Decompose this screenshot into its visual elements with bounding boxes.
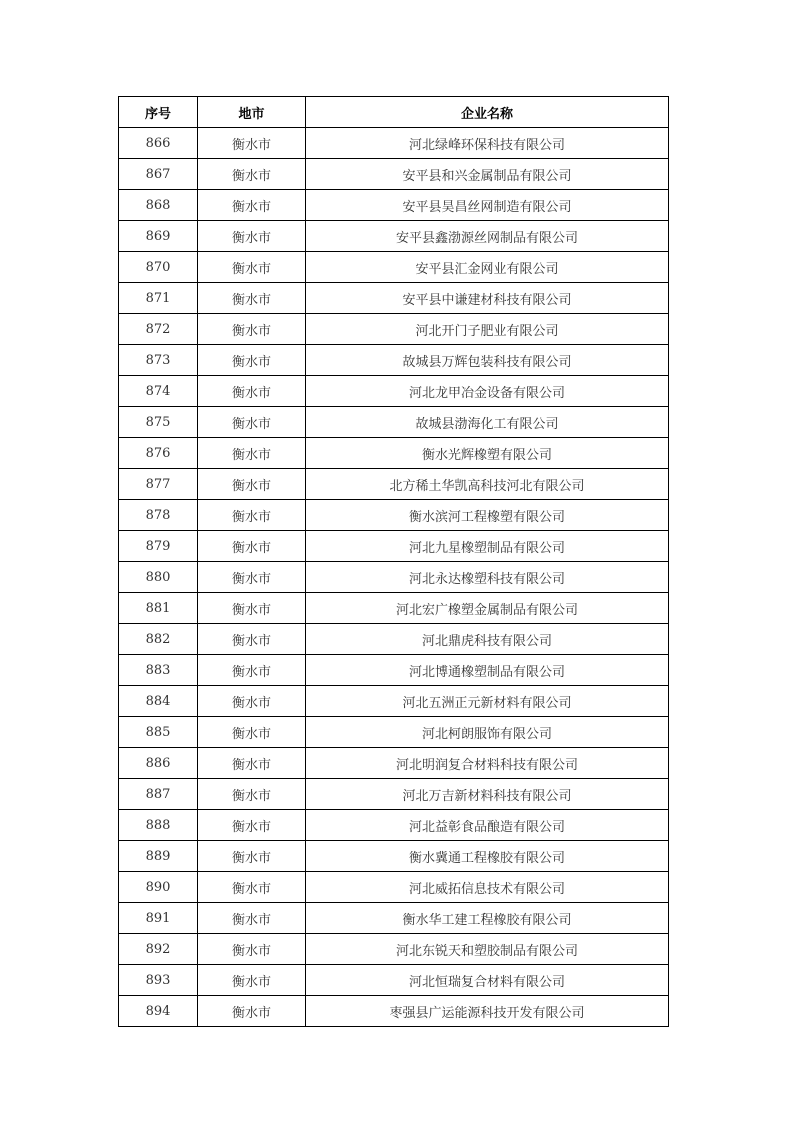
serial-number-cell: 878 xyxy=(119,500,198,531)
company-name-cell: 衡水冀通工程橡胶有限公司 xyxy=(306,841,669,872)
company-name-cell: 河北龙甲冶金设备有限公司 xyxy=(306,376,669,407)
serial-number-cell: 893 xyxy=(119,965,198,996)
serial-number-cell: 872 xyxy=(119,314,198,345)
company-name-cell: 故城县渤海化工有限公司 xyxy=(306,407,669,438)
serial-number-cell: 868 xyxy=(119,190,198,221)
enterprise-table xyxy=(118,96,669,1027)
table-row xyxy=(119,872,669,903)
table-row xyxy=(119,438,669,469)
header-serial-number: 序号 xyxy=(119,97,198,128)
serial-number-cell: 873 xyxy=(119,345,198,376)
table-row xyxy=(119,376,669,407)
city-cell: 衡水市 xyxy=(198,345,306,376)
table-row xyxy=(119,159,669,190)
city-cell: 衡水市 xyxy=(198,500,306,531)
serial-number-cell: 894 xyxy=(119,996,198,1027)
table-row xyxy=(119,624,669,655)
city-cell: 衡水市 xyxy=(198,469,306,500)
serial-number-cell: 892 xyxy=(119,934,198,965)
table-row xyxy=(119,469,669,500)
table-row xyxy=(119,128,669,159)
table-row xyxy=(119,314,669,345)
city-cell: 衡水市 xyxy=(198,314,306,345)
serial-number-cell: 866 xyxy=(119,128,198,159)
table-row xyxy=(119,283,669,314)
table-row xyxy=(119,996,669,1027)
table-row xyxy=(119,655,669,686)
table-row xyxy=(119,934,669,965)
city-cell: 衡水市 xyxy=(198,407,306,438)
city-cell: 衡水市 xyxy=(198,376,306,407)
serial-number-cell: 886 xyxy=(119,748,198,779)
serial-number-cell: 887 xyxy=(119,779,198,810)
serial-number-cell: 890 xyxy=(119,872,198,903)
serial-number-cell: 876 xyxy=(119,438,198,469)
city-cell: 衡水市 xyxy=(198,531,306,562)
serial-number-cell: 877 xyxy=(119,469,198,500)
serial-number-cell: 888 xyxy=(119,810,198,841)
company-name-cell: 河北威拓信息技术有限公司 xyxy=(306,872,669,903)
header-city: 地市 xyxy=(198,97,306,128)
company-name-cell: 河北五洲正元新材料有限公司 xyxy=(306,686,669,717)
city-cell: 衡水市 xyxy=(198,624,306,655)
table-header-row xyxy=(119,97,669,128)
serial-number-cell: 869 xyxy=(119,221,198,252)
city-cell: 衡水市 xyxy=(198,996,306,1027)
table-row xyxy=(119,593,669,624)
serial-number-cell: 874 xyxy=(119,376,198,407)
city-cell: 衡水市 xyxy=(198,562,306,593)
serial-number-cell: 875 xyxy=(119,407,198,438)
city-cell: 衡水市 xyxy=(198,934,306,965)
city-cell: 衡水市 xyxy=(198,810,306,841)
city-cell: 衡水市 xyxy=(198,965,306,996)
table-row xyxy=(119,779,669,810)
serial-number-cell: 867 xyxy=(119,159,198,190)
company-name-cell: 北方稀土华凯高科技河北有限公司 xyxy=(306,469,669,500)
city-cell: 衡水市 xyxy=(198,190,306,221)
company-name-cell: 安平县中谦建材科技有限公司 xyxy=(306,283,669,314)
city-cell: 衡水市 xyxy=(198,748,306,779)
table-row xyxy=(119,810,669,841)
serial-number-cell: 880 xyxy=(119,562,198,593)
company-name-cell: 河北九星橡塑制品有限公司 xyxy=(306,531,669,562)
serial-number-cell: 891 xyxy=(119,903,198,934)
city-cell: 衡水市 xyxy=(198,438,306,469)
table-row xyxy=(119,717,669,748)
serial-number-cell: 885 xyxy=(119,717,198,748)
company-name-cell: 河北博通橡塑制品有限公司 xyxy=(306,655,669,686)
company-name-cell: 衡水滨河工程橡塑有限公司 xyxy=(306,500,669,531)
serial-number-cell: 882 xyxy=(119,624,198,655)
serial-number-cell: 889 xyxy=(119,841,198,872)
company-name-cell: 河北益彰食品酿造有限公司 xyxy=(306,810,669,841)
serial-number-cell: 884 xyxy=(119,686,198,717)
city-cell: 衡水市 xyxy=(198,593,306,624)
company-name-cell: 河北万吉新材料科技有限公司 xyxy=(306,779,669,810)
city-cell: 衡水市 xyxy=(198,221,306,252)
table-row xyxy=(119,841,669,872)
company-name-cell: 河北永达橡塑科技有限公司 xyxy=(306,562,669,593)
company-name-cell: 河北柯朗服饰有限公司 xyxy=(306,717,669,748)
header-company-name: 企业名称 xyxy=(306,97,669,128)
table-row xyxy=(119,965,669,996)
serial-number-cell: 870 xyxy=(119,252,198,283)
company-name-cell: 故城县万辉包装科技有限公司 xyxy=(306,345,669,376)
company-name-cell: 衡水光辉橡塑有限公司 xyxy=(306,438,669,469)
company-name-cell: 衡水华工建工程橡胶有限公司 xyxy=(306,903,669,934)
company-name-cell: 安平县和兴金属制品有限公司 xyxy=(306,159,669,190)
company-name-cell: 河北恒瑞复合材料有限公司 xyxy=(306,965,669,996)
company-name-cell: 安平县昊昌丝网制造有限公司 xyxy=(306,190,669,221)
table-row xyxy=(119,686,669,717)
city-cell: 衡水市 xyxy=(198,655,306,686)
city-cell: 衡水市 xyxy=(198,717,306,748)
table-row xyxy=(119,407,669,438)
company-name-cell: 河北绿峰环保科技有限公司 xyxy=(306,128,669,159)
city-cell: 衡水市 xyxy=(198,159,306,190)
table-row xyxy=(119,903,669,934)
company-name-cell: 安平县鑫渤源丝网制品有限公司 xyxy=(306,221,669,252)
company-name-cell: 河北明润复合材料科技有限公司 xyxy=(306,748,669,779)
company-name-cell: 河北东锐天和塑胶制品有限公司 xyxy=(306,934,669,965)
table-row xyxy=(119,500,669,531)
city-cell: 衡水市 xyxy=(198,128,306,159)
city-cell: 衡水市 xyxy=(198,283,306,314)
table-row xyxy=(119,562,669,593)
table-row xyxy=(119,221,669,252)
table-row xyxy=(119,345,669,376)
company-name-cell: 河北宏广橡塑金属制品有限公司 xyxy=(306,593,669,624)
table-row xyxy=(119,531,669,562)
city-cell: 衡水市 xyxy=(198,686,306,717)
company-name-cell: 安平县汇金网业有限公司 xyxy=(306,252,669,283)
city-cell: 衡水市 xyxy=(198,903,306,934)
company-name-cell: 河北鼎虎科技有限公司 xyxy=(306,624,669,655)
city-cell: 衡水市 xyxy=(198,872,306,903)
serial-number-cell: 883 xyxy=(119,655,198,686)
city-cell: 衡水市 xyxy=(198,252,306,283)
serial-number-cell: 871 xyxy=(119,283,198,314)
serial-number-cell: 881 xyxy=(119,593,198,624)
city-cell: 衡水市 xyxy=(198,779,306,810)
company-name-cell: 河北开门子肥业有限公司 xyxy=(306,314,669,345)
table-row xyxy=(119,190,669,221)
company-name-cell: 枣强县广运能源科技开发有限公司 xyxy=(306,996,669,1027)
serial-number-cell: 879 xyxy=(119,531,198,562)
table-row xyxy=(119,748,669,779)
table-row xyxy=(119,252,669,283)
city-cell: 衡水市 xyxy=(198,841,306,872)
